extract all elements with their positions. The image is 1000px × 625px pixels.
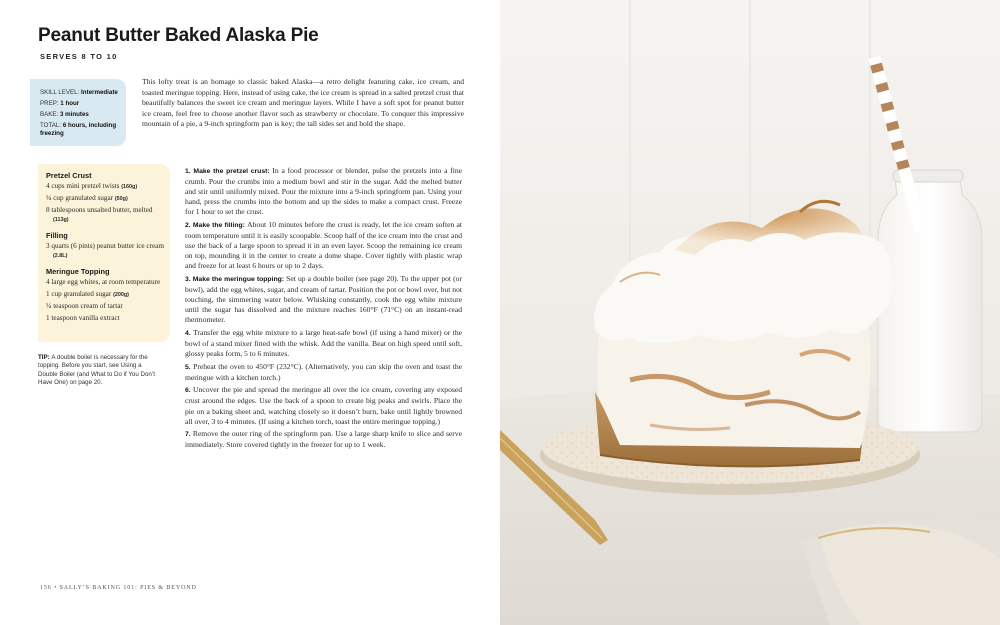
ingredient-item: 3 quarts (6 pints) peanut butter ice cream (2.8L) — [46, 242, 164, 259]
method-steps — [185, 166, 462, 453]
ingredient-section-title: Meringue Topping — [46, 267, 110, 276]
step-6: 6. Uncover the pie and spread the meringue all over the ice cream, covering any exposed crust around the edges. Use the back of a spoon to create big peaks and swirls. Place the pie on a baking sheet and, watching closely so it doesn’t burn, bake until lightly browned all over, 3 to 4 minutes. (If using a kitchen torch, toast the entire meringue topping.) — [185, 385, 462, 426]
ingredient-item: 4 cups mini pretzel twists (160g) — [46, 182, 138, 190]
page-footer: 156 • SALLY’S BAKING 101: PIES & BEYOND — [40, 585, 197, 591]
ingredient-section-title: Pretzel Crust — [46, 171, 92, 180]
step-2: 2. Make the filling: About 10 minutes before the crust is ready, let the ice cream soften at room temperature until it is easily scoopable. Scoop half of the ice cream into the crust and use the back of a large spoon to spread it in an even layer. Scoop the remaining ice cream on top, mounding it in the center to create a dome shape. Cover tightly with plastic wrap and freeze for at least 6 hours or up to 2 days. — [185, 219, 462, 271]
tip-note: TIP: A double boiler is necessary for the topping. Before you start, see Using a Double Boiler (and What to Do if You Don’t Have One) on page 20. — [38, 354, 155, 386]
pie-photo — [500, 0, 1000, 625]
step-3: 3. Make the meringue topping: Set up a double boiler (see page 20). To the upper pot (or bowl), add the egg whites, sugar, and cream of tartar. Position the pot or bowl over, but not touching, the simmering water below. Whisking constantly, cook the egg white mixture until the sugar has dissolved and the mixture reaches 160°F (71°C) on an instant-read thermometer. — [185, 273, 462, 325]
step-1: 1. Make the pretzel crust: In a food processor or blender, pulse the pretzels into a fine crumb. Pour the crumbs into a medium bowl and stir in the sugar. Add the melted butter and stir until uniformly mixed. Pour the mixture into a 9-inch springform pan. Using your hand, press the crumbs into the bottom and up the sides to make a compact crust. Freeze for 1 hour to set the crust. — [185, 166, 462, 217]
recipe-intro: This lofty treat is an homage to classic baked Alaska—a retro delight featuring cake, ice cream, and toasted meringue topping. Here, instead of using cake, the ice cream is spread in a salted pretzel crust that beautifully balances the sweet ice cream and meringue layers. While I have a soft spot for peanut butter ice cream, feel free to choose another flavor such as strawberry or chocolate. To conquer this impressive mountain of a pie, a 9-inch springform pan is key; the tall sides set and hold the shape. — [142, 77, 464, 128]
recipe-title: Peanut Butter Baked Alaska Pie — [38, 25, 319, 46]
ingredient-item: 1 cup granulated sugar (200g) — [46, 290, 129, 298]
ingredient-item: ¼ teaspoon cream of tartar — [46, 302, 123, 310]
step-4: 4. Transfer the egg white mixture to a large heat-safe bowl (if using a hand mixer) or the bowl of a stand mixer fitted with the whisk. Add the vanilla. Beat on high speed until soft, glossy peaks form, 5 to 6 minutes. — [185, 327, 463, 359]
ingredient-item: 1 teaspoon vanilla extract — [46, 314, 120, 322]
ingredient-item: ¼ cup granulated sugar (50g) — [46, 194, 128, 202]
recipe-meta-box — [30, 79, 126, 146]
pie-photo-illustration — [500, 0, 1000, 625]
servings: SERVES 8 TO 10 — [40, 52, 118, 61]
skill-level: SKILL LEVEL: Intermediate — [40, 89, 118, 96]
ingredients-box — [38, 164, 170, 342]
step-7: 7. Remove the outer ring of the springform pan. Use a large sharp knife to slice and serve immediately. Store covered tightly in the freezer for up to 1 week. — [185, 429, 462, 450]
ingredient-item: 8 tablespoons unsalted butter, melted (113g) — [46, 206, 153, 223]
bake-time: BAKE: 3 minutes — [40, 111, 89, 118]
step-5: 5. Preheat the oven to 450°F (232°C). (Alternatively, you can skip the oven and toast the meringue with a kitchen torch.) — [185, 361, 462, 382]
total-time: TOTAL: 6 hours, including freezing — [40, 122, 117, 137]
ingredient-item: 4 large egg whites, at room temperature — [46, 278, 161, 286]
ingredient-section-title: Filling — [46, 231, 68, 240]
prep-time: PREP: 1 hour — [40, 100, 80, 107]
